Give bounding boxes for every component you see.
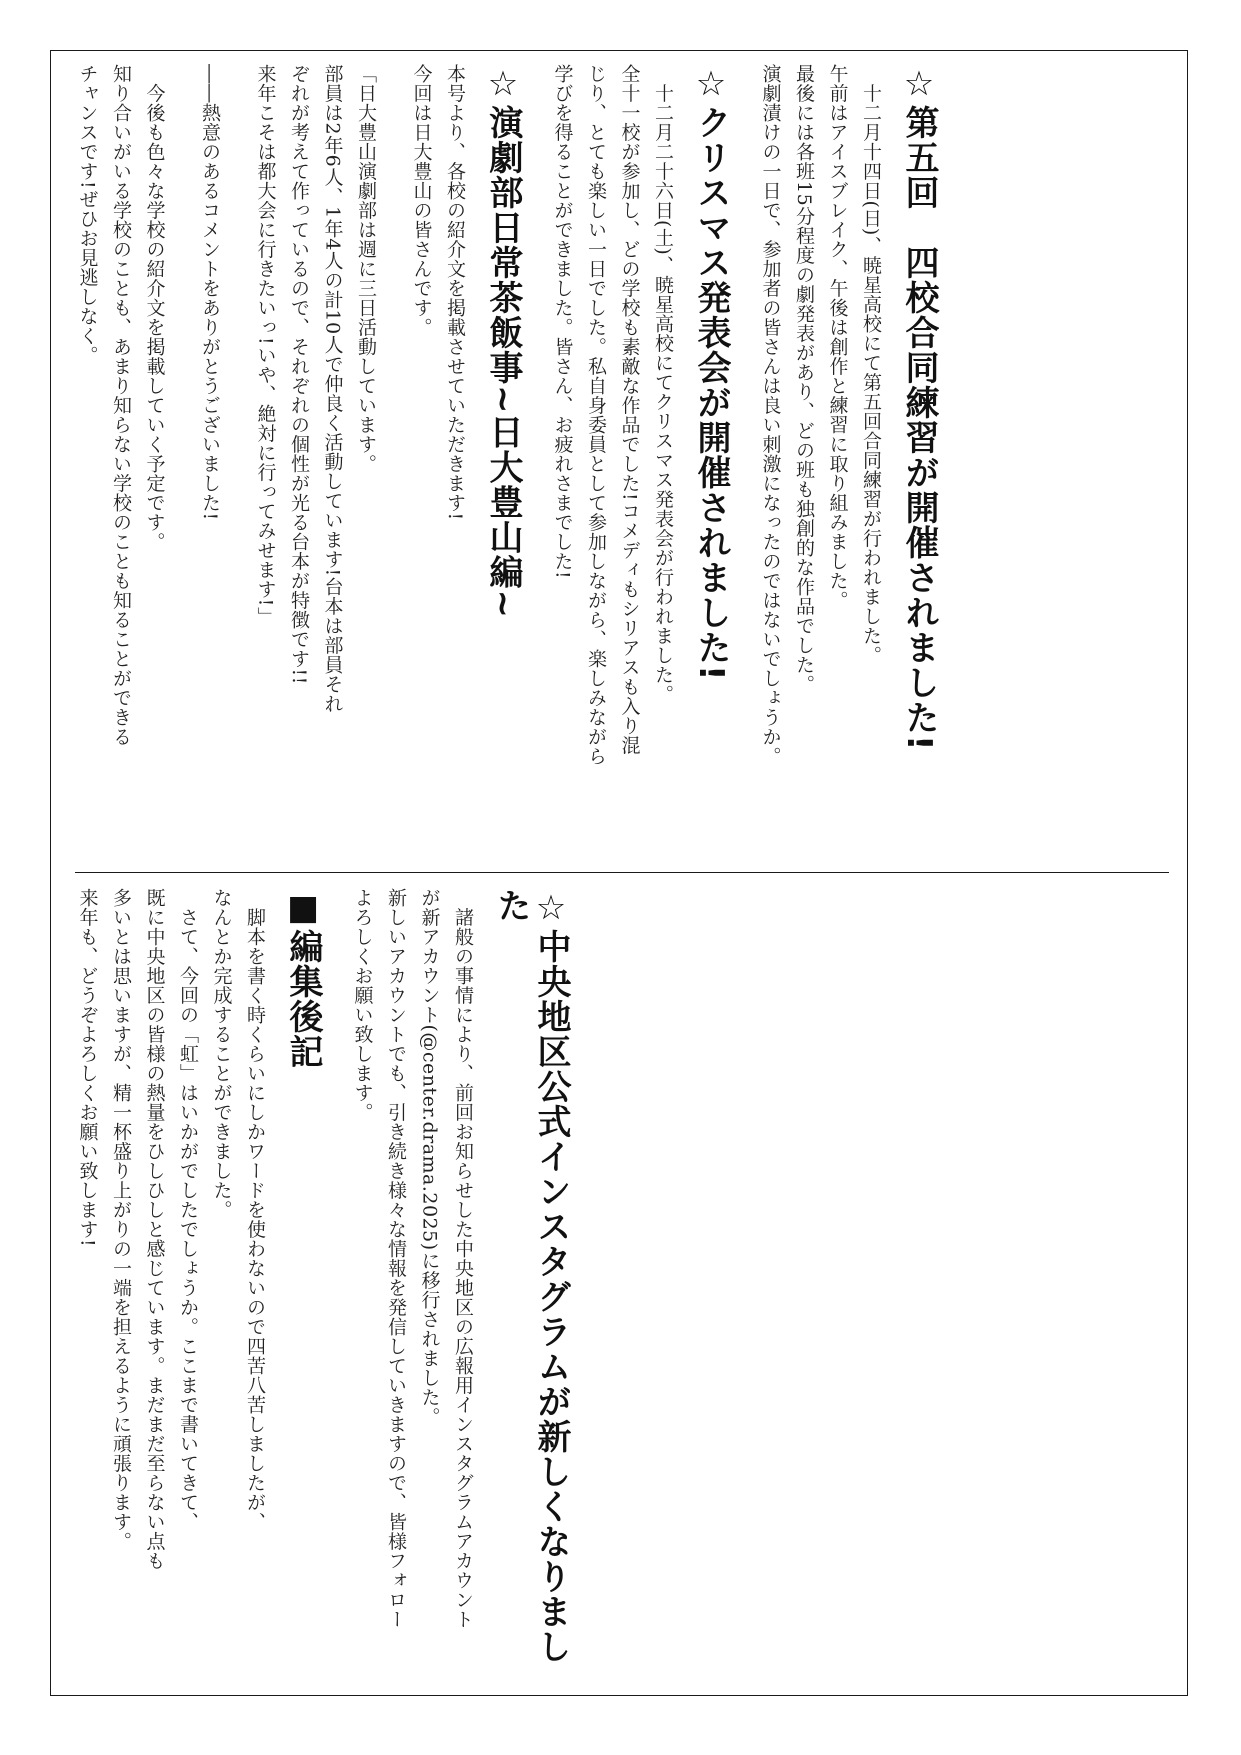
bottom-half xyxy=(70,888,1176,1684)
christmas-title: ☆クリスマス発表会が開催されました! xyxy=(691,64,731,682)
club-daily-outro-line: 知り合いがいる学校のことも、あまり知らない学校のことも知ることができる xyxy=(110,64,132,747)
club-daily-quote-line: 部員は2年6人、1年4人の計10人で仲良く活動しています!台本は部員それ xyxy=(321,64,344,714)
top-half xyxy=(70,64,1176,862)
club-daily-outro-line: 今後も色々な学校の紹介文を掲載していく予定です。 xyxy=(143,64,166,552)
editor-note-title: ■編集後記 xyxy=(283,888,323,1069)
editor-note-line: 来年も、どうぞよろしくお願い致します! xyxy=(76,888,99,1248)
joint-practice-line: 演劇漬けの一日で、参加者の皆さんは良い刺激になったのではないでしょうか。 xyxy=(759,64,782,766)
editor-note-line: さて、今回の「虹」はいかがでしたでしょうか。ここまで書いてきて、 xyxy=(177,888,199,1532)
club-daily-intro-line: 今回は日大豊山の皆さんです。 xyxy=(410,64,433,337)
club-daily-quote-line: 来年こそは都大会に行きたいっ!いや、絶対に行ってみせます!」 xyxy=(254,64,277,627)
instagram-title: ☆中央地区公式インスタグラムが新しくなりました xyxy=(491,888,571,1664)
top-vertical-text xyxy=(70,64,939,862)
instagram-line: 諸般の事情により、前回お知らせした中央地区の広報用インスタグラムアカウント xyxy=(452,888,474,1629)
club-daily-quote-line: 「日大豊山演劇部は週に三日活動しています。 xyxy=(355,64,377,474)
instagram-line: よろしくお願い致します。 xyxy=(351,888,374,1122)
christmas-line: 学びを得ることができました。皆さん、お疲れさまでした! xyxy=(551,64,574,580)
joint-practice-line: 午前はアイスブレイク、午後は創作と練習に取り組みました。 xyxy=(826,64,849,610)
joint-practice-line: 最後には各班15分程度の劇発表があり、どの班も独創的な作品でした。 xyxy=(793,64,815,694)
instagram-line: 新しいアカウントでも、引き続き様々な情報を発信していきますので、皆様フォロー xyxy=(385,888,407,1629)
club-daily-title: ☆演劇部日常茶飯事~日大豊山編~ xyxy=(483,64,523,619)
joint-practice-line: 十二月十四日(日)、暁星高校にて第五回合同練習が行われました。 xyxy=(860,64,882,665)
club-daily-intro-line: 本号より、各校の紹介文を掲載させていただきます! xyxy=(444,64,466,521)
section-divider xyxy=(75,872,1169,873)
editor-note-line: 脚本を書く時くらいにしかワードを使わないので四苦八苦しましたが、 xyxy=(244,888,266,1532)
christmas-line: じり、とても楽しい一日でした。私自身委員として参加しながら、楽しみながら xyxy=(585,64,607,766)
joint-practice-title: ☆第五回 四校合同練習が開催されました! xyxy=(899,64,939,752)
editor-note-line: 既に中央地区の皆様の熱量をひしひしと感じています。まだまだ至らない点も xyxy=(143,888,166,1571)
instagram-line: が新アカウント(@center.drama.2025)に移行されました。 xyxy=(418,888,441,1427)
club-daily-outro-line: チャンスです!ぜひお見逃しなく。 xyxy=(76,64,99,365)
editor-note-line: なんとか完成することができました。 xyxy=(210,888,233,1220)
christmas-line: 十二月二十六日(土)、暁星高校にてクリスマス発表会が行われました。 xyxy=(652,64,674,704)
club-daily-quote-line: ぞれが考えて作っているので、それぞれの個性が光る台本が特徴です!! xyxy=(288,64,310,685)
christmas-line: 全十一校が参加し、どの学校も素敵な作品でした!コメディもシリアスも入り混 xyxy=(618,64,641,755)
editor-note-line: 多いとは思いますが、精一杯盛り上がりの一端を担えるように頑張ります。 xyxy=(110,888,132,1551)
bottom-vertical-text xyxy=(70,888,571,1684)
club-daily-thanks: ――熱意のあるコメントをありがとうございました! xyxy=(199,64,221,521)
